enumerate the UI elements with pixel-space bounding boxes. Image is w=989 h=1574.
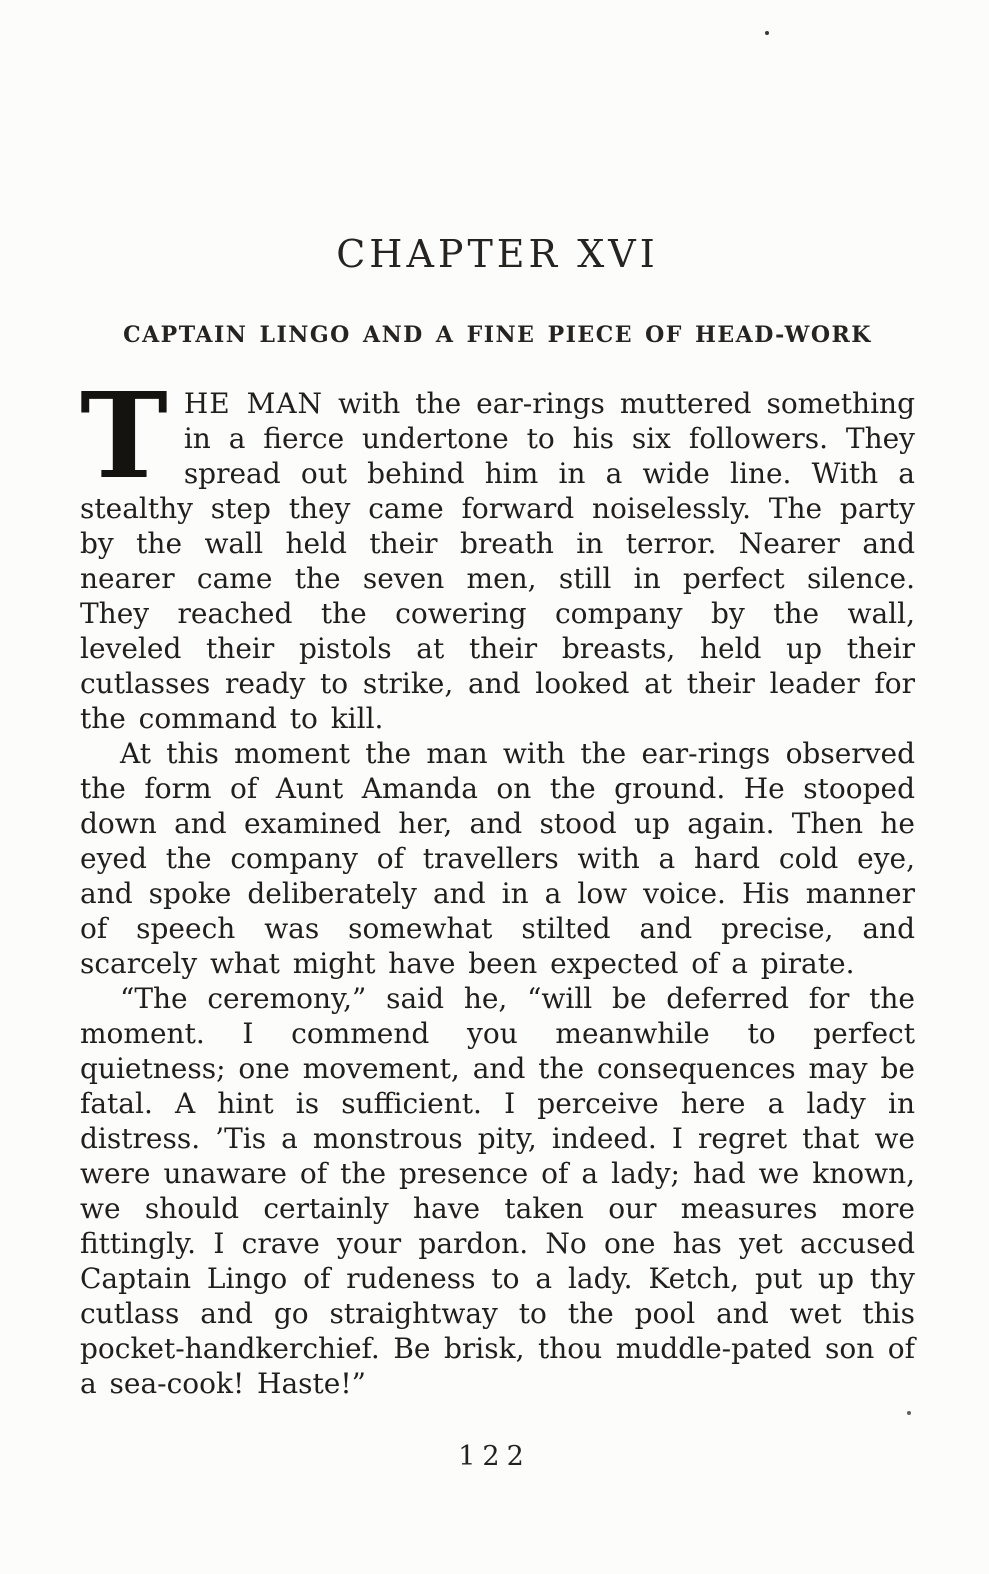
paragraph-opening bbox=[80, 366, 915, 736]
opening-body-text: with the ear-rings muttered something in a fierce undertone to his six followers. They spread out behind him in a wide line. With a stealthy step they came forward noiselessly. The party by the wall held their breath in terror. Nearer and nearer came the seven men, still in perfect silence. They reached the cowering company by the wall, leveled their pistols at their breasts, held up their cutlasses ready to strike, and looked at their leader for the command to kill. bbox=[80, 387, 915, 735]
page-number: 122 bbox=[458, 1441, 531, 1472]
body-paragraph: At this moment the man with the ear-rings observed the form of Aunt Amanda on the ground. He stooped down and examined her, and stood up again. Then he eyed the company of travellers with a hard cold eye, and spoke deliberately and in a low voice. His manner of speech was somewhat stilted and precise, and scarcely what might have been expected of a pirate. bbox=[80, 737, 915, 980]
chapter-title: CHAPTER XVI bbox=[336, 232, 659, 276]
body-paragraph: “The ceremony,” said he, “will be deferred for the moment. I commend you meanwhile to perfect quietness; one movement, and the consequences may be fatal. A hint is sufficient. I perceive here a lady in distress. ’Tis a monstrous pity, indeed. I regret that we were unaware of the presence of a lady; had we known, we should certainly have taken our measures more fittingly. I crave your pardon. No one has yet accused Captain Lingo of rudeness to a lady. Ketch, put up thy cutlass and go straightway to the pool and wet this pocket-handkerchief. Be brisk, thou muddle-pated son of a sea-cook! Haste!” bbox=[80, 982, 915, 1400]
body-text bbox=[80, 366, 915, 1401]
chapter-subtitle: CAPTAIN LINGO AND A FINE PIECE OF HEAD-WORK bbox=[123, 322, 872, 348]
scan-speck bbox=[765, 31, 769, 35]
opening-lead-text: HE MAN bbox=[183, 387, 324, 420]
drop-cap: T bbox=[80, 366, 168, 505]
scan-speck bbox=[907, 1411, 911, 1415]
